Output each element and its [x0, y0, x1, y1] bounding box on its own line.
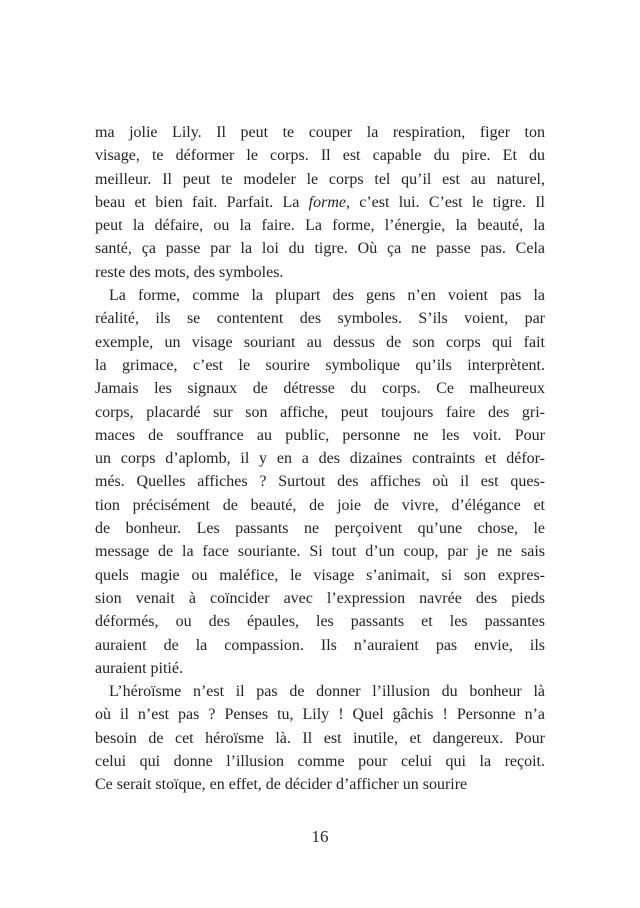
- text-line: besoin de cet héroïsme là. Il est inutile, et dangereux. Pour: [95, 729, 545, 747]
- text-line: où il n’est pas ? Penses tu, Lily ! Quel gâchis ! Personne n’a: [95, 706, 545, 724]
- text-line: auraient pitié.: [95, 659, 183, 677]
- text-line: més. Quelles affiches ? Surtout des affiches où il est ques-: [95, 473, 545, 491]
- text-line: santé, ça passe par la loi du tigre. Où ça ne passe pas. Cela: [95, 240, 545, 258]
- text-line: visage, te déformer le corps. Il est capable du pire. Et du: [95, 147, 545, 165]
- text-line: la grimace, c’est le sourire symbolique qu’ils interprètent.: [95, 356, 545, 374]
- text-line: ma jolie Lily. Il peut te couper la respiration, figer ton: [95, 124, 545, 141]
- text-line: corps, placardé sur son affiche, peut toujours faire des gri-: [95, 403, 545, 421]
- text-line: celui qui donne l’illusion comme pour celui qui la reçoit.: [95, 753, 545, 771]
- text-line: auraient de la compassion. Ils n’auraient pas envie, ils: [95, 636, 545, 654]
- text-line: maces de souffrance au public, personne ne les voit. Pour: [95, 426, 545, 444]
- text-line: quels magie ou maléfice, le visage s’animait, si son expres-: [95, 566, 545, 584]
- text-line: Ce serait stoïque, en effet, de décider d’afficher un sourire: [95, 776, 468, 794]
- text-line: L’héroïsme n’est il pas de donner l’illusion du bonheur là: [109, 683, 545, 701]
- paragraph: [95, 121, 545, 284]
- text-line: exemple, un visage souriant au dessus de son corps qui fait: [95, 333, 545, 351]
- text-line: sion venait à coïncider avec l’expression navrée des pieds: [95, 589, 545, 607]
- italic-text: forme: [308, 193, 346, 211]
- text-line: message de la face souriante. Si tout d’un coup, par je ne sais: [95, 543, 545, 561]
- text-line: déformés, ou des épaules, les passants et les passantes: [95, 613, 545, 631]
- paragraph: [95, 680, 545, 796]
- text-line: tion précisément de beauté, de joie de vivre, d’élégance et: [95, 496, 545, 514]
- text-line: meilleur. Il peut te modeler le corps tel qu’il est au naturel,: [95, 170, 545, 188]
- text-line: Jamais les signaux de détresse du corps. Ce malheureux: [95, 380, 545, 398]
- text-line: peut la défaire, ou la faire. La forme, l’énergie, la beauté, la: [95, 217, 545, 235]
- text-line: de bonheur. Les passants ne perçoivent qu’une chose, le: [95, 520, 545, 538]
- text-line: réalité, ils se contentent des symboles. S’ils voient, par: [95, 310, 545, 328]
- text-line: un corps d’aplomb, il y en a des dizaines contraints et défor-: [95, 450, 545, 468]
- paragraph: [95, 284, 545, 680]
- text-line: reste des mots, des symboles.: [95, 263, 284, 281]
- body-text: [95, 121, 545, 797]
- text-line: La forme, comme la plupart des gens n’en voient pas la: [109, 287, 545, 305]
- text-line: beau et bien fait. Parfait. La forme, c’est lui. C’est le tigre. Il: [95, 193, 546, 211]
- page-number: 16: [311, 827, 329, 846]
